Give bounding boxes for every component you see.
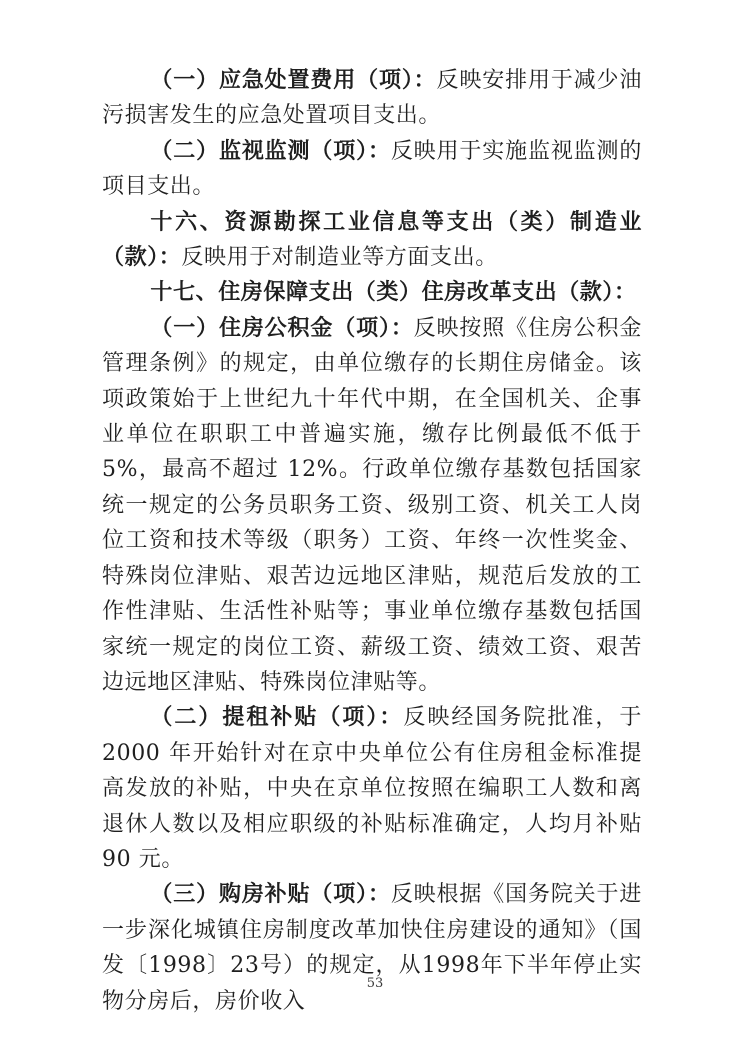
paragraph-heading: （二）提租补贴（项）： <box>150 704 404 731</box>
paragraph-text: 反映根据《国务院关于进一步深化城镇住房制度改革加快住房建设的通知》（国发〔1998〕23号）的规定，从1998年下半年停止实物分房后，房价收入 <box>102 882 642 1014</box>
paragraph-housing-fund <box>102 311 642 700</box>
paragraph-rent-subsidy <box>102 700 642 877</box>
paragraph-text: 反映用于实施监视监测的项目支出。 <box>102 138 642 200</box>
paragraph-heading: 十七、住房保障支出（类）住房改革支出（款）： <box>150 279 637 306</box>
paragraph-text: 反映按照《住房公积金管理条例》的规定，由单位缴存的长期住房储金。该项政策始于上世纪九十年代中期，在全国机关、企事业单位在职职工中普遍实施，缴存比例最低不低于 5%，最高不超过 12%。行政单位缴存基数包括国家统一规定的公务员职务工资、级别工资、机关工人岗位工资和技术等级（职务）工资、年终一次性奖金、特殊岗位津贴、艰苦边远地区津贴，规范后发放的工作性津贴、生活性补贴等；事业单位缴存基数包括国家统一规定的岗位工资、薪级工资、绩效工资、艰苦边远地区津贴、特殊岗位津贴等。 <box>102 315 642 695</box>
paragraph-heading: （二）监视监测（项）： <box>150 137 391 164</box>
paragraph-section-17 <box>102 275 642 310</box>
paragraph-purchase-subsidy <box>102 877 642 1019</box>
paragraph-monitoring <box>102 134 642 205</box>
paragraph-heading: （一）应急处置费用（项）： <box>150 67 437 93</box>
paragraph-text: 反映经国务院批准，于 2000 年开始针对在京中央单位公有住房租金标准提高发放的补贴，中央在京单位按照在编职工人数和离退休人数以及相应职级的补贴标准确定，人均月补贴 90 元。 <box>102 705 642 872</box>
paragraph-text: 反映安排用于减少油污损害发生的应急处置项目支出。 <box>102 68 642 129</box>
paragraph-heading: （一）住房公积金（项）： <box>150 314 414 341</box>
paragraph-heading: （三）购房补贴（项）： <box>150 881 391 908</box>
document-body <box>102 63 642 1019</box>
paragraph-emergency-disposal <box>102 63 642 134</box>
paragraph-section-16 <box>102 205 642 276</box>
page-number: 53 <box>366 976 384 991</box>
paragraph-text: 反映用于对制造业等方面支出。 <box>181 245 498 271</box>
paragraph-heading: 十六、资源勘探工业信息等支出（类）制造业（款）： <box>102 208 642 271</box>
